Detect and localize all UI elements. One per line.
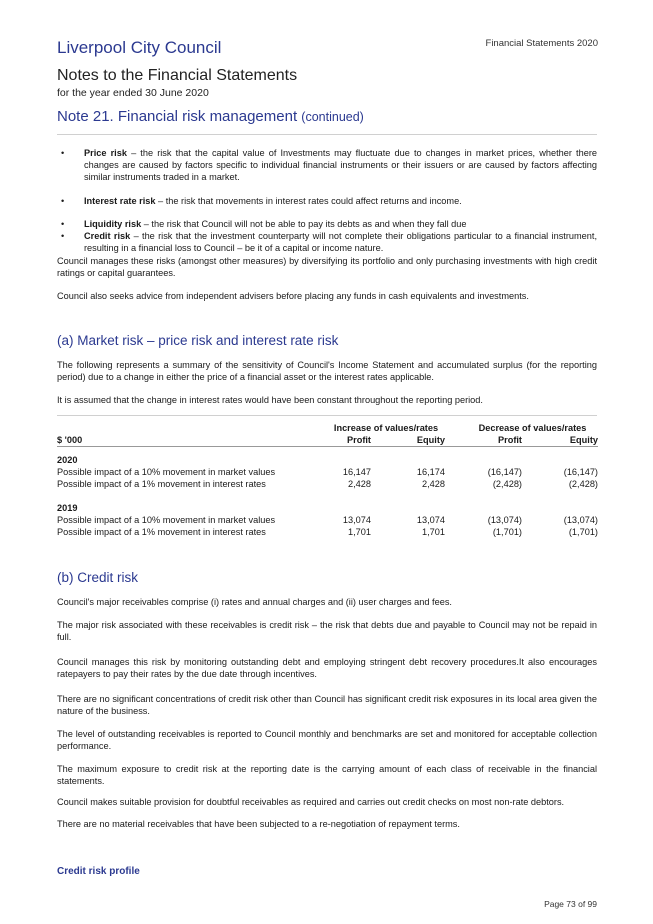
section-heading-market-risk: (a) Market risk – price risk and interest rate risk [57, 333, 339, 348]
paragraph: The level of outstanding receivables is reported to Council monthly and benchmarks are set and monitored for acceptable collection performance. [57, 729, 597, 751]
bullet-term: Credit risk [84, 231, 131, 241]
cell: (1,701) [568, 527, 598, 537]
sensitivity-table [57, 422, 598, 538]
organization-name: Liverpool City Council [57, 38, 222, 57]
paragraph: Council makes suitable provision for doubtful receivables as required and carries out credit checks on most non-rate debtors. [57, 797, 565, 807]
row-label: Possible impact of a 10% movement in market values [57, 467, 276, 477]
bullet-dot: • [61, 148, 65, 158]
paragraph: There are no material receivables that have been subjected to a re-negotiation of repayment terms. [57, 819, 460, 829]
group-increase: Increase of values/rates [333, 423, 439, 433]
unit-label: $ '000 [57, 435, 83, 445]
paragraph: Council manages these risks (amongst other measures) by diversifying its portfolio and only purchasing investments with high credit ratings or capital guarantees. [57, 256, 597, 278]
bullet-text: – the risk that the capital value of Investments may fluctuate due to changes in market prices, whether there changes are caused by factors specific to individual financial instruments or their issuers or are caused by factors affecting similar instruments traded in a market. [84, 148, 597, 182]
note-title: Note 21. Financial risk management [57, 108, 298, 125]
paragraph: It is assumed that the change in interest rates would have been constant throughout the reporting period. [57, 395, 483, 405]
notes-subtitle: for the year ended 30 June 2020 [57, 87, 209, 99]
cell: (2,428) [492, 479, 522, 489]
bullet-text: – the risk that movements in interest rates could affect returns and income. [155, 196, 462, 206]
paragraph: Council manages this risk by monitoring outstanding debt and employing stringent debt recovery procedures.It also encourages ratepayers to pay their rates by the due date through incentives. [57, 657, 597, 679]
notes-title: Notes to the Financial Statements [57, 67, 298, 84]
year-label: 2019 [57, 503, 78, 513]
cell: 16,174 [416, 467, 445, 477]
paragraph: The maximum exposure to credit risk at the reporting date is the carrying amount of each class of receivable in the financial statements. [57, 764, 597, 786]
col-header-profit: Profit [498, 435, 522, 445]
year-label: 2020 [57, 455, 78, 465]
cell: (1,701) [492, 527, 522, 537]
col-header-profit: Profit [347, 435, 371, 445]
cell: 1,701 [348, 527, 371, 537]
cell: 16,147 [342, 467, 371, 477]
table-row [57, 526, 598, 538]
bullet-term: Interest rate risk [84, 196, 156, 206]
table-top-rule [57, 415, 597, 416]
table-column-header [57, 434, 598, 447]
cell: (16,147) [563, 467, 598, 477]
row-label: Possible impact of a 10% movement in market values [57, 515, 276, 525]
note-continued: (continued) [301, 110, 364, 124]
bullet-text: – the risk that Council will not be able to pay its debts as and when they fall due [141, 219, 467, 229]
bullet-term: Liquidity risk [84, 219, 142, 229]
bullet-price-risk [57, 147, 597, 183]
paragraph: Council also seeks advice from independent advisers before placing any funds in cash equivalents and investments. [57, 291, 529, 301]
cell: 1,701 [422, 527, 445, 537]
paragraph: The major risk associated with these receivables is credit risk – the risk that debts due and payable to Council may not be repaid in full. [57, 620, 597, 642]
note-heading [57, 108, 364, 125]
bullet-term: Price risk [84, 148, 127, 158]
bullet-dot: • [61, 219, 65, 229]
paragraph: There are no significant concentrations of credit risk other than Council has significant credit risk exposures in its local area given the nature of the business. [57, 694, 597, 716]
cell: (13,074) [563, 515, 598, 525]
bullet-credit-risk [57, 230, 597, 254]
bullet-dot: • [61, 196, 65, 206]
row-label: Possible impact of a 1% movement in interest rates [57, 479, 266, 489]
bullet-dot: • [61, 231, 65, 241]
section-heading-credit-risk: (b) Credit risk [57, 570, 139, 585]
year-row [57, 502, 598, 514]
cell: 13,074 [416, 515, 445, 525]
paragraph: The following represents a summary of the sensitivity of Council's Income Statement and accumulated surplus (for the reporting period) due to a change in either the price of a financial asset or the interest rates applicable. [57, 360, 597, 382]
table-group-header [57, 422, 598, 434]
table-row [57, 466, 598, 478]
year-row [57, 454, 598, 466]
cell: 2,428 [422, 479, 445, 489]
cell: (13,074) [487, 515, 522, 525]
col-header-equity: Equity [416, 435, 445, 445]
header-divider [57, 134, 597, 135]
table-row [57, 514, 598, 526]
cell: (16,147) [487, 467, 522, 477]
row-label: Possible impact of a 1% movement in interest rates [57, 527, 266, 537]
paragraph: Council's major receivables comprise (i) rates and annual charges and (ii) user charges and fees. [57, 597, 452, 607]
bullet-liquidity-risk [57, 218, 597, 230]
group-decrease: Decrease of values/rates [478, 423, 587, 433]
col-header-equity: Equity [569, 435, 598, 445]
document-label: Financial Statements 2020 [485, 38, 598, 49]
table-row [57, 478, 598, 490]
page-number: Page 73 of 99 [544, 899, 597, 909]
bullet-interest-rate-risk [57, 195, 597, 207]
cell: 13,074 [342, 515, 371, 525]
credit-risk-profile-heading: Credit risk profile [57, 866, 140, 877]
bullet-text: – the risk that the investment counterparty will not complete their obligations particular to a financial instrument, resulting in a financial loss to Council – be it of a capital or income nature. [84, 231, 597, 253]
cell: (2,428) [568, 479, 598, 489]
cell: 2,428 [348, 479, 371, 489]
